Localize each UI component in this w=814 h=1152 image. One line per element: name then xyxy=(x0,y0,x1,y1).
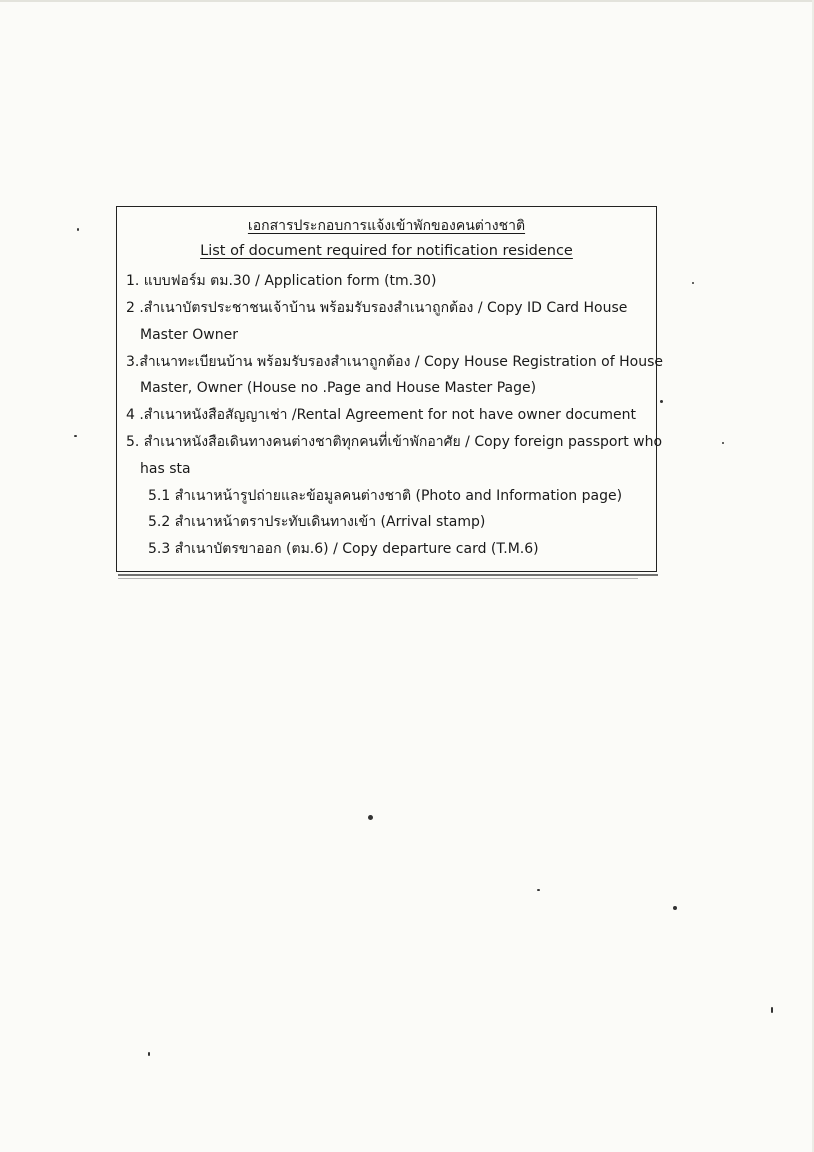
list-item-5-1: 5.1 สำเนาหน้ารูปถ่ายและข้อมูลคนต่างชาติ (Photo and Information page) xyxy=(148,488,623,504)
list-item-4: 4 .สำเนาหนังสือสัญญาเช่า /Rental Agreement for not have owner document xyxy=(126,407,637,423)
scan-speck xyxy=(537,889,540,891)
list-item-2-continued: Master Owner xyxy=(140,327,238,343)
box-bottom-shadow-secondary xyxy=(118,578,638,579)
list-item-5-continued: has sta xyxy=(140,461,191,477)
document-box xyxy=(116,206,664,572)
scan-speck xyxy=(74,435,77,437)
scan-speck xyxy=(692,282,694,284)
heading-thai: เอกสารประกอบการแจ้งเข้าพักของคนต่างชาติ xyxy=(247,218,526,234)
list-item-5-3: 5.3 สำเนาบัตรขาออก (ตม.6) / Copy departure card (T.M.6) xyxy=(148,541,539,557)
scan-speck xyxy=(368,815,373,820)
box-bottom-shadow xyxy=(118,574,658,576)
scan-speck xyxy=(722,442,724,444)
list-item-2: 2 .สำเนาบัตรประชาชนเจ้าบ้าน พร้อมรับรองสำเนาถูกต้อง / Copy ID Card House xyxy=(126,300,628,316)
list-item-5: 5. สำเนาหนังสือเดินทางคนต่างชาติทุกคนที่เข้าพักอาศัย / Copy foreign passport who xyxy=(126,434,663,450)
list-item-3-continued: Master, Owner (House no .Page and House Master Page) xyxy=(140,380,537,396)
heading-english: List of document required for notification residence xyxy=(200,243,573,259)
list-item-5-2: 5.2 สำเนาหน้าตราประทับเดินทางเข้า (Arrival stamp) xyxy=(148,514,486,530)
list-item-3: 3.สำเนาทะเบียนบ้าน พร้อมรับรองสำเนาถูกต้อง / Copy House Registration of House xyxy=(126,354,664,370)
scan-speck xyxy=(77,228,79,231)
scan-speck xyxy=(148,1052,150,1056)
page-edge-top xyxy=(0,0,814,2)
scan-speck xyxy=(673,906,677,910)
list-item-1: 1. แบบฟอร์ม ตม.30 / Application form (tm.30) xyxy=(126,273,437,289)
scan-speck xyxy=(771,1007,773,1013)
scan-speck xyxy=(660,400,663,403)
